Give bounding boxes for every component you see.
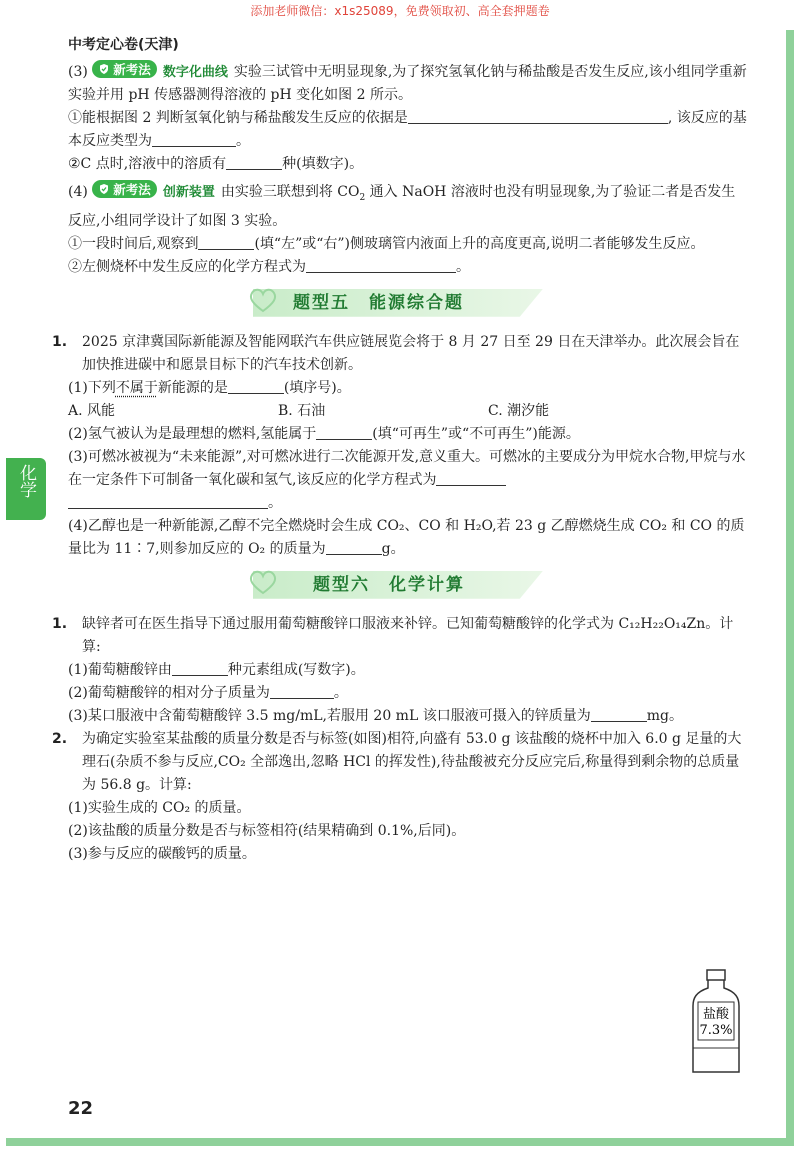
option-a[interactable]: A. 风能 — [68, 402, 116, 419]
s4-text: (4)乙醇也是一种新能源,乙醇不完全燃烧时会生成 CO₂、CO 和 H₂O,若 23 g 乙醇燃烧生成 CO₂ 和 CO 的质量比为 11∶7,则参加反应的 O₂ 的质量为 — [68, 517, 745, 557]
s2-text2: (填“可再生”或“不可再生”)能源。 — [372, 425, 580, 442]
side-tab-chemistry — [6, 458, 46, 520]
s3-end: 。 — [268, 494, 282, 511]
bottle-label-concentration: 7.3% — [699, 1023, 733, 1038]
q4-sub1-text2: (填“左”或“右”)侧玻璃管内液面上升的高度更高,说明二者能够发生反应。 — [254, 235, 705, 252]
section-title-5 — [68, 285, 748, 325]
answer-blank[interactable] — [270, 684, 334, 699]
p5q1-intro-text: 2025 京津冀国际新能源及智能网联汽车供应链展览会将于 8 月 27 日至 29 日在天津举办。此次展会旨在加快推进碳中和愿景目标下的汽车技术创新。 — [82, 333, 740, 373]
heart-icon — [248, 287, 278, 313]
s1-text3: (填序号)。 — [283, 379, 351, 396]
p5q1-s3 — [68, 446, 748, 515]
side-tab-label: 化学 — [16, 464, 36, 498]
p6q1-s1 — [68, 659, 748, 682]
p6q1-intro-text: 缺锌者可在医生指导下通过服用葡萄糖酸锌口服液来补锌。已知葡萄糖酸锌的化学式为 C₁₂H₂₂O₁₄Zn。计算: — [82, 615, 734, 655]
q4-sub2: ②左侧烧杯中发生反应的化学方程式为 。 — [68, 258, 470, 275]
s3-text: (3)可燃冰被视为“未来能源”,对可燃冰进行二次能源开发,意义重大。可燃冰的主要成分为甲烷水合物,甲烷与水在一定条件下可制备一氧化碳和氢气,该反应的化学方程式为 — [68, 448, 746, 488]
answer-blank[interactable] — [436, 471, 506, 486]
badge-new-method — [92, 60, 157, 78]
content — [52, 60, 748, 866]
q3-tag: 数字化曲线 — [162, 65, 228, 80]
s2-end: 。 — [333, 684, 348, 701]
p5q1-s4 — [68, 515, 748, 561]
answer-blank[interactable] — [152, 132, 236, 147]
q3-text: 实验三试管中无明显现象,为了探究氢氧化钠与稀盐酸是否发生反应,该小组同学重新实验并用 pH 传感器测得溶液的 pH 变化如图 2 所示。 — [68, 64, 747, 103]
p6q1-intro — [52, 613, 748, 659]
watermark: 添加老师微信：x1s25089，免费领取初、高全套押题卷 — [250, 4, 550, 18]
badge-label: 新考法 — [113, 181, 151, 197]
p6q1-s2 — [68, 682, 748, 705]
p6q2-intro-text: 为确定实验室某盐酸的质量分数是否与标签(如图)相符,向盛有 53.0 g 该盐酸的烧杯中加入 6.0 g 足量的大理石(杂质不参与反应,CO₂ 全部逸出,忽略 HCl 的挥发性),待盐酸被充分反应完后,称量得到剩余物的总质量为 56.8 g。计算: — [82, 730, 742, 793]
page-number: 22 — [68, 1098, 94, 1119]
answer-blank[interactable] — [226, 155, 282, 170]
q3-sub1-text2: 该反应的基本反应类型为 — [68, 110, 747, 149]
q3-sub1-text: ①能根据图 2 判断氢氧化钠与稀盐酸发生反应的依据是 — [68, 110, 408, 126]
q3-sub1: ①能根据图 2 判断氢氧化钠与稀盐酸发生反应的依据是 , 该反应的基本反应类型为 。 — [68, 110, 747, 149]
answer-blank[interactable] — [68, 494, 268, 509]
page-header: 中考定心卷(天津) — [68, 37, 179, 53]
s2-text: (2)葡萄糖酸锌的相对分子质量为 — [68, 684, 270, 701]
s3-text: (3)某口服液中含葡萄糖酸锌 3.5 mg/mL,若服用 20 mL 该口服液可摄入的锌质量为 — [68, 707, 591, 724]
shield-check-icon — [98, 183, 110, 195]
badge-new-method — [92, 180, 157, 198]
answer-blank[interactable] — [228, 379, 284, 394]
q4-number: (4) — [68, 184, 88, 200]
s4-end: g。 — [381, 540, 405, 557]
q3-number: (3) — [68, 64, 88, 80]
q4-sub1 — [68, 233, 748, 256]
bottle-label-name: 盐酸 — [702, 1007, 730, 1022]
q4-tag: 创新装置 — [162, 185, 215, 200]
shield-check-icon — [98, 63, 110, 75]
section-title-6 — [68, 567, 748, 607]
s1-text: (1)下列 — [68, 379, 116, 396]
option-c[interactable]: C. 潮汐能 — [488, 402, 550, 419]
section-title-text: 题型五 能源综合题 — [293, 292, 464, 313]
s2-text: (2)氢气被认为是最理想的燃料,氢能属于 — [68, 425, 317, 442]
p5q1-s2 — [68, 423, 748, 446]
p5q1-s1 — [68, 377, 748, 400]
s3-end: mg。 — [646, 707, 683, 724]
section-title-text: 题型六 化学计算 — [313, 574, 465, 595]
q4-text2: 通入 NaOH 溶液时也没有明显现象,为了验证二者是否发生反应,小组同学设计了如图 3 实验。 — [68, 184, 736, 229]
p5q1-options — [68, 400, 748, 423]
p6q2-s3: (3)参与反应的碳酸钙的质量。 — [68, 845, 256, 862]
s1-text2: 种元素组成(写数字)。 — [227, 661, 365, 678]
q3-sub2-text: ②C 点时,溶液中的溶质有 — [68, 156, 227, 172]
hydrochloric-acid-bottle — [690, 968, 742, 1078]
q4-sub1-text: ①一段时间后,观察到 — [68, 235, 199, 252]
badge-label: 新考法 — [113, 61, 151, 77]
answer-blank[interactable] — [198, 235, 254, 250]
answer-blank[interactable] — [172, 661, 228, 676]
q3-sub2 — [68, 153, 748, 176]
p6q2-s1: (1)实验生成的 CO₂ 的质量。 — [68, 799, 251, 816]
question-number: 1. — [52, 615, 68, 632]
question-number: 2. — [52, 730, 68, 747]
option-b[interactable]: B. 石油 — [278, 402, 326, 419]
p6q1-s3 — [68, 705, 748, 728]
question-number: 1. — [52, 333, 68, 350]
q3-sub2-text2: 种(填数字)。 — [282, 156, 364, 172]
heart-icon — [248, 569, 278, 595]
s1-text2: 新能源的是 — [157, 379, 228, 396]
answer-blank[interactable] — [591, 707, 647, 722]
q4-text1: 由实验三联想到将 CO — [220, 184, 360, 200]
q4-sub2-text: ②左侧烧杯中发生反应的化学方程式为 — [68, 258, 306, 275]
q4-paragraph: (4) 新考法 创新装置 由实验三联想到将 $CO_2$ 通入 NaOH 溶液时也没有明显现象,为了验证二者是否发生反应,小组同学设计了如图 3 实验。 — [68, 180, 748, 233]
answer-blank[interactable] — [408, 109, 668, 124]
p5q1-intro — [52, 331, 748, 377]
answer-blank[interactable] — [306, 258, 456, 273]
answer-blank[interactable] — [326, 540, 382, 555]
q3-paragraph — [68, 60, 748, 107]
s1-text: (1)葡萄糖酸锌由 — [68, 661, 172, 678]
answer-blank[interactable] — [316, 425, 372, 440]
emphasis-text: 不属于 — [115, 379, 158, 396]
p6q2-s2: (2)该盐酸的质量分数是否与标签相符(结果精确到 0.1%,后同)。 — [68, 822, 466, 839]
p6q2-intro — [52, 728, 748, 797]
